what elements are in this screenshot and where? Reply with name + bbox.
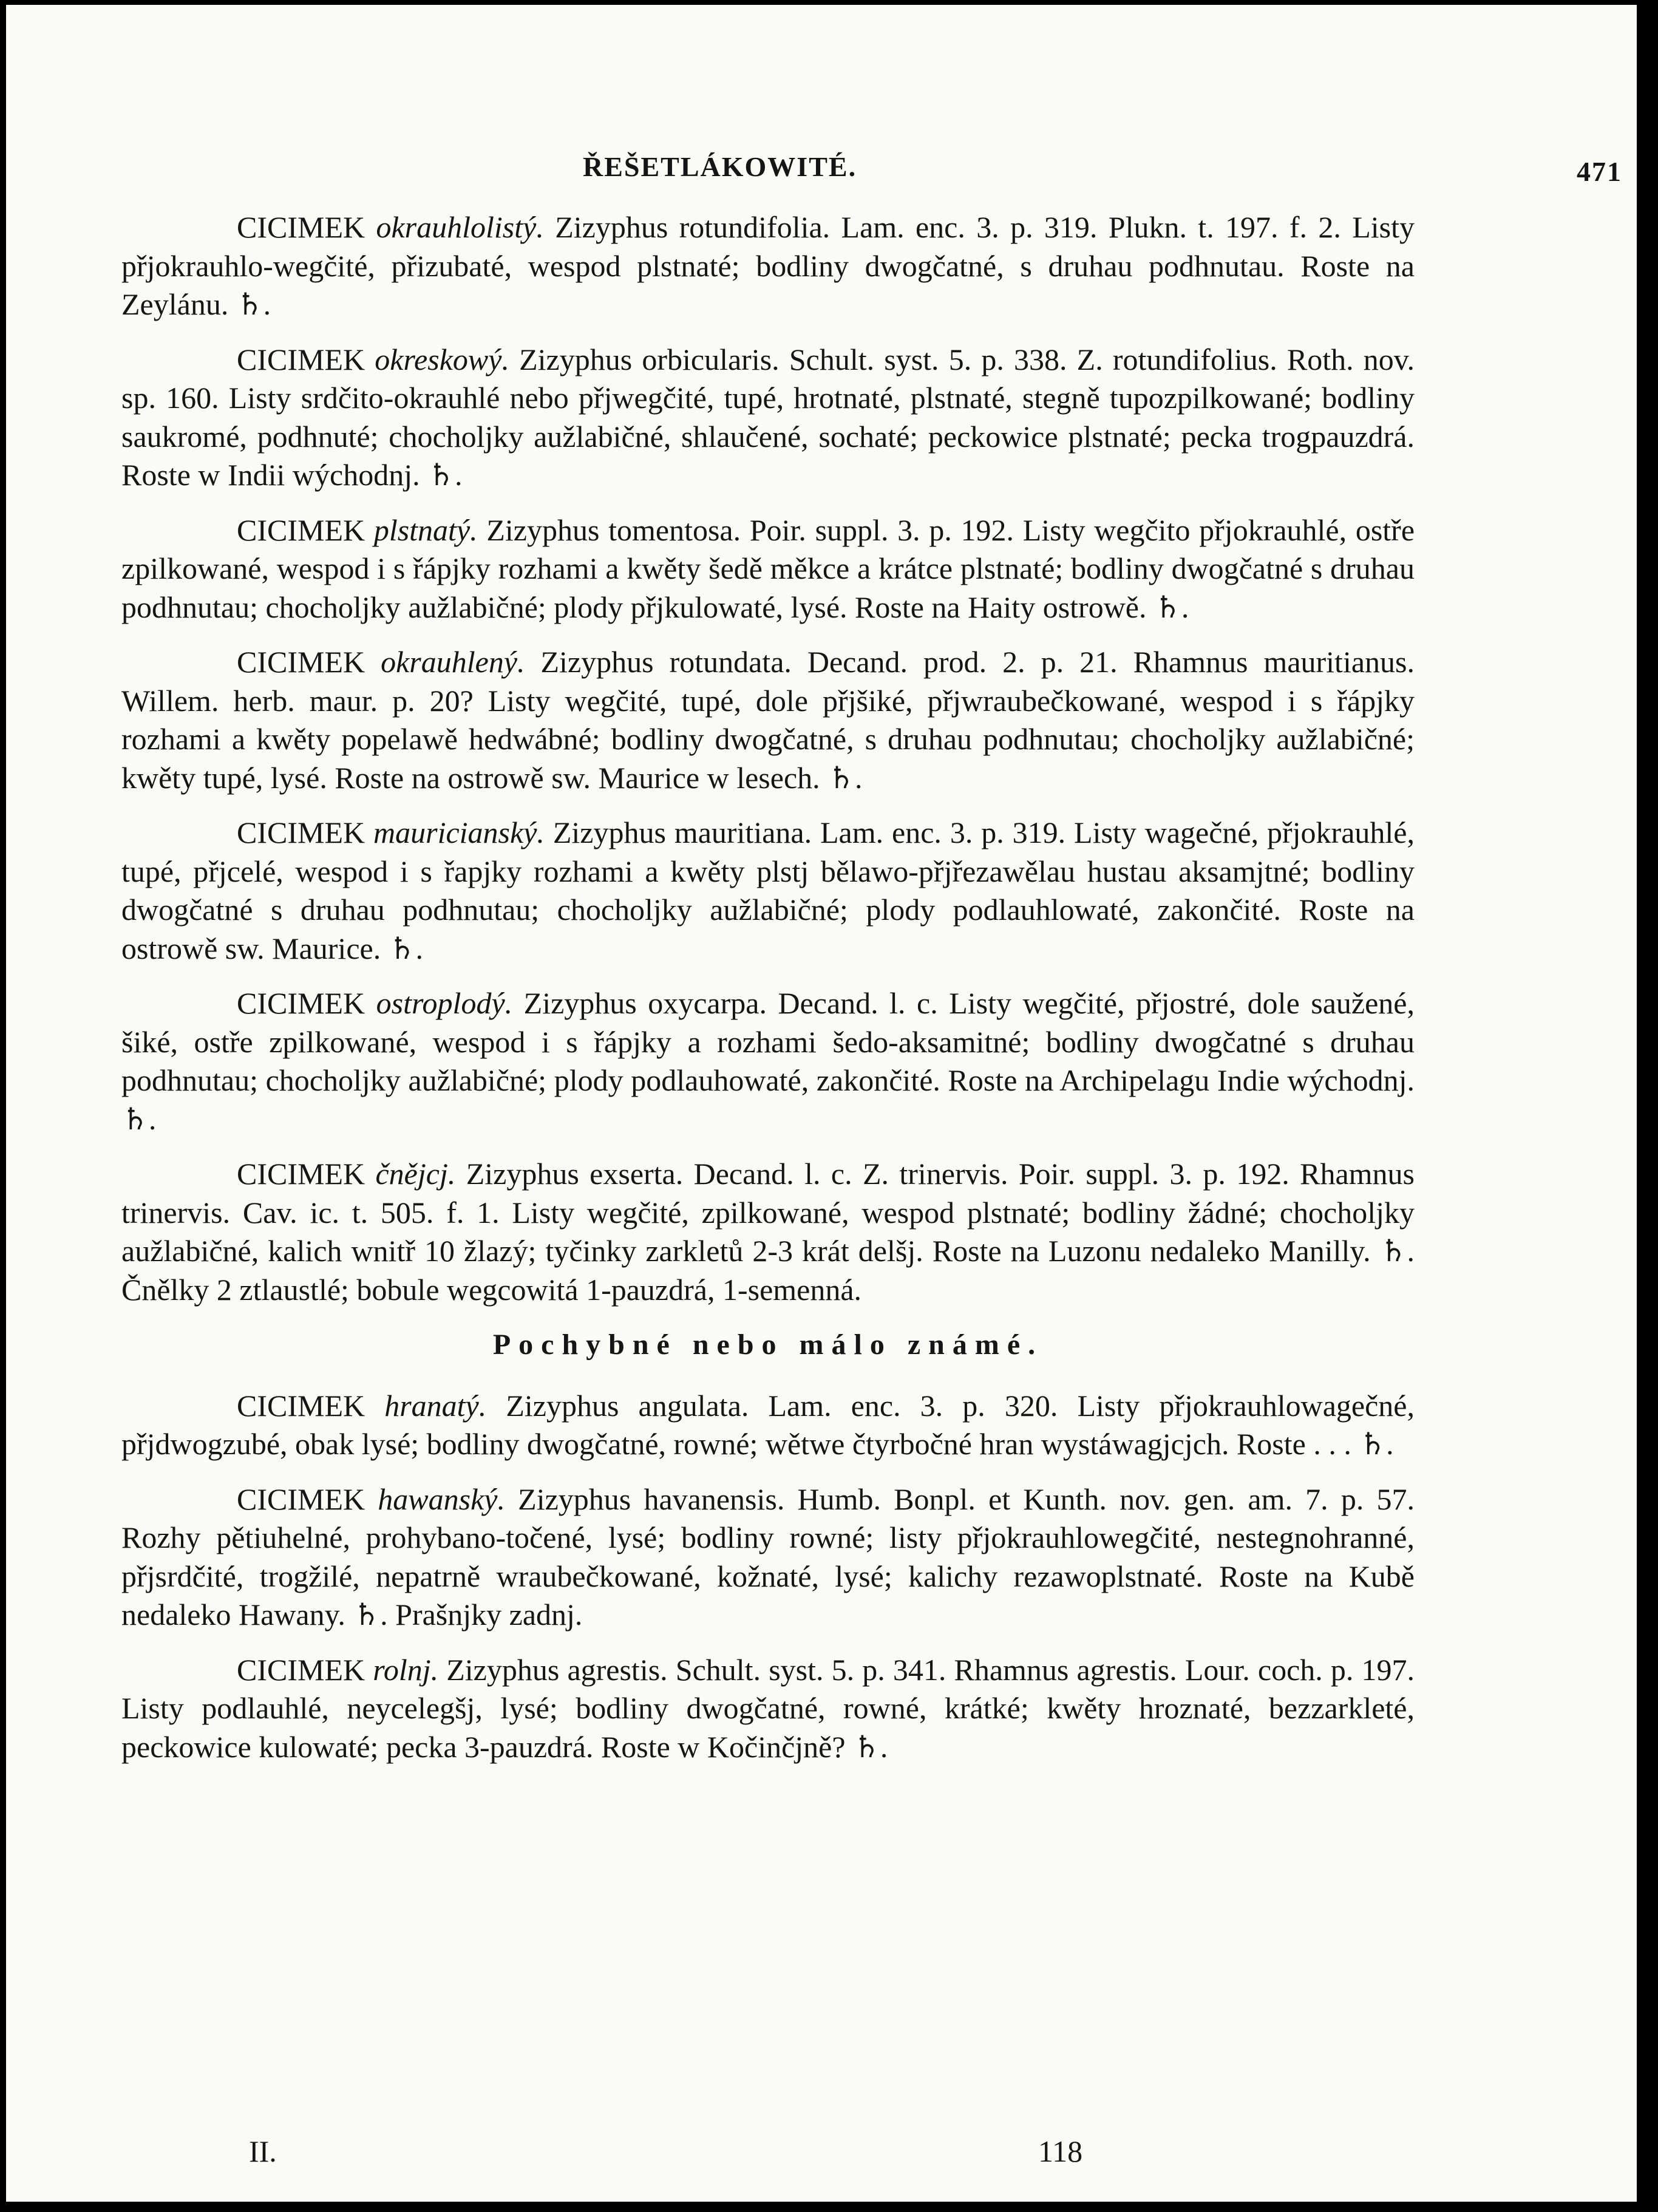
species-epithet: okrauhlolistý. bbox=[376, 210, 544, 244]
entry-text: Zizyphus angulata. Lam. enc. 3. p. 320. Listy přjokrauhlowagečné, přjdwogzubé, obak lysé; bodliny dwogčatné, rowné; wětwe čtyrbočné hran wystáwagjcjch. Roste . . . ♄. bbox=[121, 1388, 1415, 1461]
species-epithet: okrauhlený. bbox=[381, 645, 525, 679]
entry-text: Zizyphus exserta. Decand. l. c. Z. trinervis. Poir. suppl. 3. p. 192. Rhamnus trinervis. Cav. ic. t. 505. f. 1. Listy wegčité, zpilkowané, wespod plstnaté; bodliny žádné; chocholjky aužlabičné, kalich wnitř 10 žlazý; tyčinky zarkletů 2-3 krát delšj. Roste na Luzonu nedaleko Manilly. ♄. Čnělky 2 ztlaustlé; bobule wegcowitá 1-pauzdrá, 1-semenná. bbox=[121, 1157, 1415, 1307]
species-epithet: čnějcj. bbox=[375, 1157, 456, 1191]
genus-name: CICIMEK bbox=[237, 986, 365, 1020]
page-header bbox=[6, 151, 1645, 187]
scan-edge bbox=[1637, 5, 1645, 2202]
genus-name: CICIMEK bbox=[237, 342, 365, 376]
genus-name: CICIMEK bbox=[237, 815, 365, 849]
volume-number: II. bbox=[249, 2134, 277, 2168]
running-title: ŘEŠETLÁKOWITÉ. bbox=[583, 151, 857, 182]
entry-text: Zizyphus tomentosa. Poir. suppl. 3. p. 192. Listy wegčito přjokrauhlé, ostře zpilkowané, wespod i s řápjky rozhami a kwěty šedě měkce a krátce plstnaté; bodliny dwogčatné s druhau podhnutau; chocholjky aužlabičné; plody přjkulowaté, lysé. Roste na Haity ostrowě. ♄. bbox=[121, 512, 1415, 624]
entry bbox=[121, 1387, 1415, 1464]
entry-text: Zizyphus rotundata. Decand. prod. 2. p. 21. Rhamnus mauritianus. Willem. herb. maur. p. 20? Listy wegčité, tupé, dole přjšiké, přjwraubečkowané, wespod i s řápjky rozhami a kwěty popelawě hedwábné; bodliny dwogčatné, s druhau podhnutau; chocholjky aužlabičné; kwěty tupé, lysé. Roste na ostrowě sw. Maurice w lesech. ♄. bbox=[121, 645, 1415, 795]
genus-name: CICIMEK bbox=[237, 1482, 365, 1516]
entry bbox=[121, 984, 1415, 1138]
genus-name: CICIMEK bbox=[237, 1157, 365, 1191]
entry bbox=[121, 814, 1415, 968]
genus-name: CICIMEK bbox=[237, 1652, 365, 1687]
species-epithet: mauricianský. bbox=[373, 815, 545, 849]
entry-text: Zizyphus agrestis. Schult. syst. 5. p. 341. Rhamnus agrestis. Lour. coch. p. 197. Listy podlauhlé, neycelegšj, lysé; bodliny dwogčatné, rowné, krátké; kwěty hroznaté, bezzarkleté, peckowice kulowaté; pecka 3-pauzdrá. Roste w Kočinčjně? ♄. bbox=[121, 1652, 1415, 1764]
entry-text: Zizyphus oxycarpa. Decand. l. c. Listy wegčité, přjostré, dole saužené, šiké, ostře zpilkowané, wespod i s řápjky a rozhami šedo-aksamitné; bodliny dwogčatné s druhau podhnutau; chocholjky aužlabičné; plody podlauhowaté, zakončité. Roste na Archipelagu Indie wýchodnj. ♄. bbox=[121, 986, 1415, 1136]
species-epithet: ostroplodý. bbox=[376, 986, 513, 1020]
page-number: 471 bbox=[1577, 156, 1622, 187]
entry bbox=[121, 511, 1415, 627]
entry bbox=[121, 1155, 1415, 1309]
species-epithet: rolnj. bbox=[373, 1652, 439, 1687]
species-epithet: plstnatý. bbox=[373, 512, 478, 547]
section-heading: Pochybné nebo málo známé. bbox=[492, 1329, 1044, 1361]
page-body bbox=[121, 208, 1415, 1783]
entry-text: Zizyphus havanensis. Humb. Bonpl. et Kunth. nov. gen. am. 7. p. 57. Rozhy pětiuhelné, prohybano-točené, lysé; bodliny rowné; listy přjokrauhlowegčité, nestegnohranné, přjsrdčité, trogžilé, nepatrně wraubečkowané, kožnaté, lysé; kalichy rezawoplstnaté. Roste na Kubě nedaleko Hawany. ♄. Prašnjky zadnj. bbox=[121, 1482, 1415, 1632]
entry-text: Zizyphus orbicularis. Schult. syst. 5. p. 338. Z. rotundifolius. Roth. nov. sp. 160. Listy srdčito-okrauhlé nebo přjwegčité, tupé, hrotnaté, plstnaté, stegně tupozpilkowané; bodliny saukromé, podhnuté; chocholjky aužlabičné, shlaučené, sochaté; peckowice plstnaté; pecka trogpauzdrá. Roste w Indii wýchodnj. ♄. bbox=[121, 342, 1415, 492]
genus-name: CICIMEK bbox=[237, 645, 365, 679]
genus-name: CICIMEK bbox=[237, 512, 365, 547]
genus-name: CICIMEK bbox=[237, 210, 365, 244]
entry bbox=[121, 643, 1415, 797]
book-page bbox=[6, 5, 1645, 2202]
page-footer bbox=[121, 2134, 1415, 2170]
species-epithet: okreskowý. bbox=[375, 342, 509, 376]
entry bbox=[121, 341, 1415, 495]
entry bbox=[121, 1480, 1415, 1635]
genus-name: CICIMEK bbox=[237, 1388, 365, 1423]
species-epithet: hawanský. bbox=[378, 1482, 505, 1516]
species-epithet: hranatý. bbox=[384, 1388, 487, 1423]
entry bbox=[121, 1651, 1415, 1767]
entry-text: Zizyphus mauritiana. Lam. enc. 3. p. 319. Listy wagečné, přjokrauhlé, tupé, přjcelé, wespod i s řapjky rozhami a kwěty plstj bělawo-přjřezawělau hustau aksamjtné; bodliny dwogčatné s druhau podhnutau; chocholjky aužlabičné; plody podlauhlowaté, zakončité. Roste na ostrowě sw. Maurice. ♄. bbox=[121, 815, 1415, 965]
signature-mark: 118 bbox=[1038, 2134, 1083, 2168]
entry-text: Zizyphus rotundifolia. Lam. enc. 3. p. 319. Plukn. t. 197. f. 2. Listy přjokrauhlo-wegčité, přizubaté, wespod plstnaté; bodliny dwogčatné, s druhau podhnutau. Roste na Zeylánu. ♄. bbox=[121, 210, 1415, 321]
entry bbox=[121, 208, 1415, 324]
